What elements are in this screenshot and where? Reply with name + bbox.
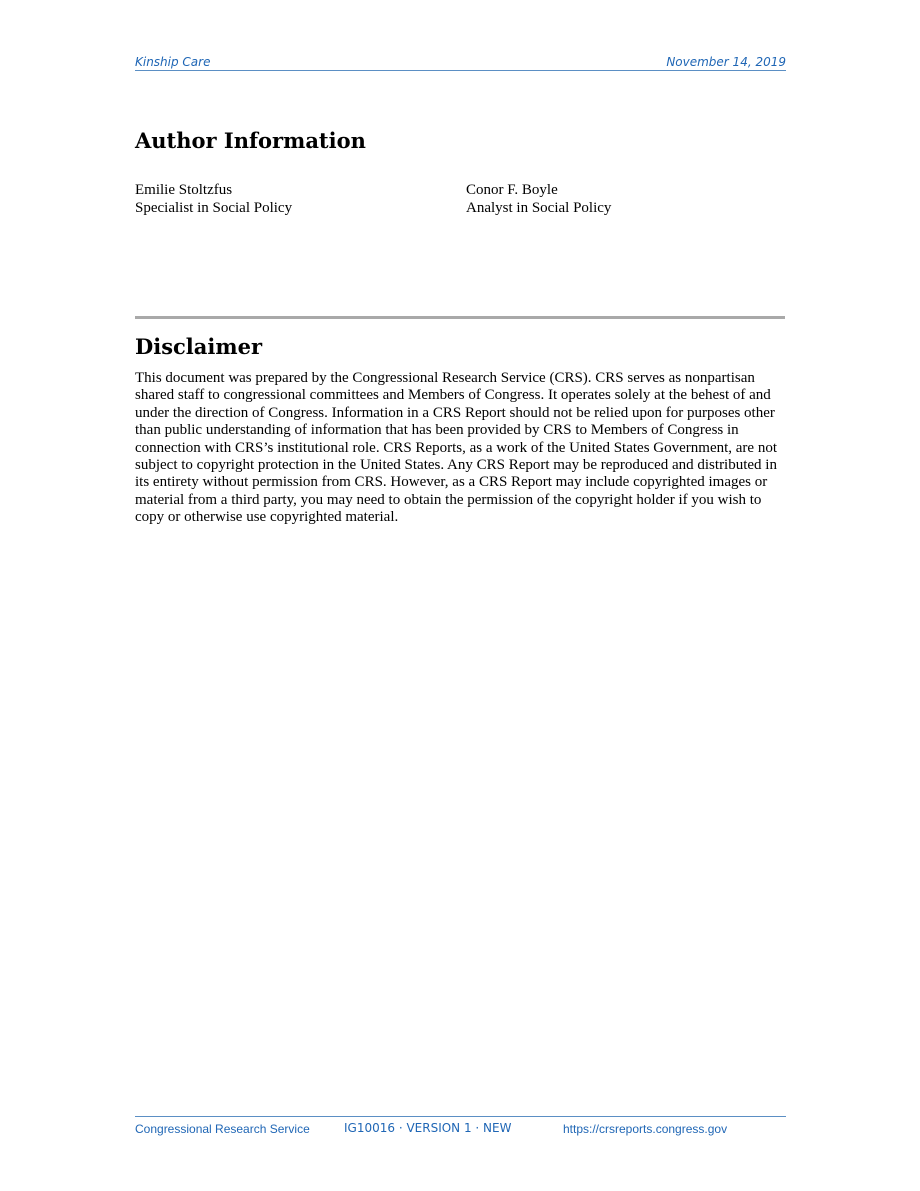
report-title: Kinship Care: [135, 55, 211, 69]
disclaimer-heading: Disclaimer: [135, 334, 263, 359]
footer-url-link[interactable]: https://crsreports.congress.gov: [563, 1122, 728, 1136]
author-title: Specialist in Social Policy: [135, 199, 293, 216]
running-header: [135, 55, 786, 71]
footer-organization: Congressional Research Service: [135, 1122, 310, 1136]
disclaimer-text: This document was prepared by the Congressional Research Service (CRS). CRS serves as nonpartisan shared staff to congressional committees and Members of Congress. It operates solely at the behest of and under the direction of Congress. Information in a CRS Report should not be relied upon for purposes other than public understanding of information that has been provided by CRS to Members of Congress in connection with CRS’s institutional role. CRS Reports, as a work of the United States Government, are not subject to copyright protection in the United States. Any CRS Report may be reproduced and distributed in its entirety without permission from CRS. However, as a CRS Report may include copyrighted images or material from a third party, you may need to obtain the permission of the copyright holder if you wish to copy or otherwise use copyrighted material.: [135, 370, 777, 526]
author-name: Conor F. Boyle: [466, 182, 558, 198]
author-name: Emilie Stoltzfus: [135, 182, 233, 198]
author-1: [135, 182, 292, 217]
section-divider: [135, 316, 785, 319]
footer-product-id: IG10016 · VERSION 1 · NEW: [344, 1121, 512, 1135]
author-title: Analyst in Social Policy: [466, 199, 612, 216]
author-information-heading: Author Information: [135, 128, 366, 153]
page-footer: [135, 1116, 786, 1137]
report-date: November 14, 2019: [666, 55, 786, 69]
author-2: [466, 182, 611, 217]
